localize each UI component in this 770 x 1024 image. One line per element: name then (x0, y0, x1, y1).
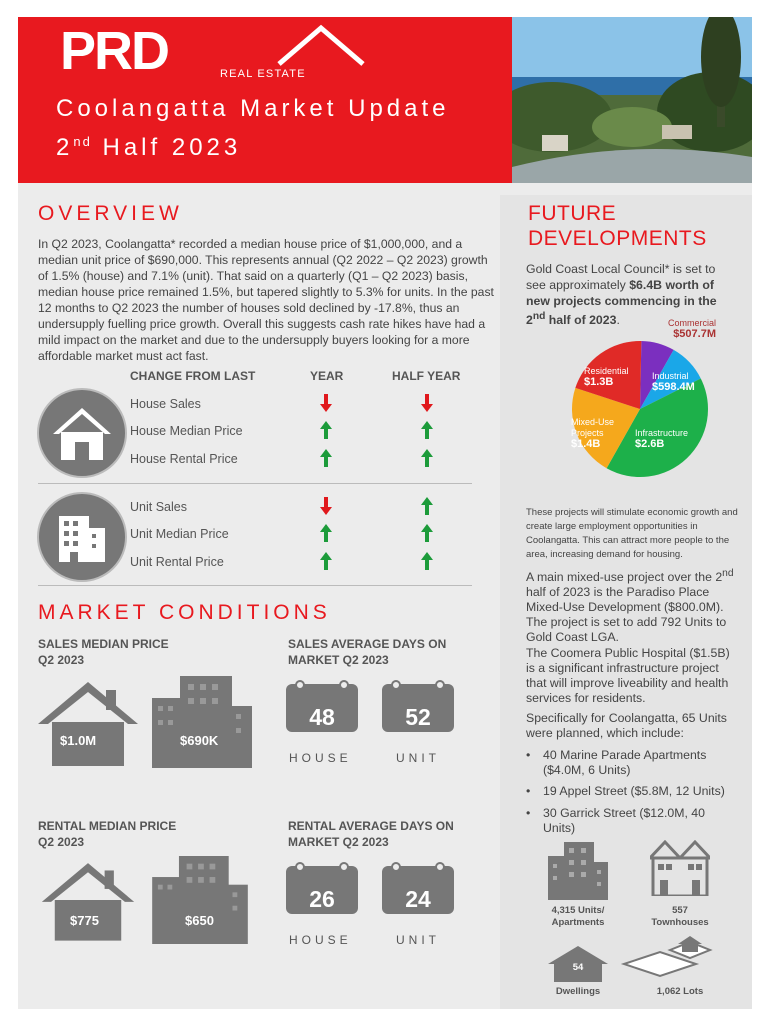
rental-median-heading: RENTAL MEDIAN PRICE Q2 2023 (38, 819, 177, 849)
row-unit-sales: Unit Sales (130, 500, 187, 514)
row-unit-median: Unit Median Price (130, 527, 229, 541)
pie-label-residential: Residential $1.3B (584, 366, 629, 388)
overview-paragraph: In Q2 2023, Coolangatta* recorded a median house price of $1,000,000, and a median unit price of $690,000. This represents annual (Q2 2022 – Q2 2023) growth of 1.5% (house) and 7.1% (unit). That said on a quarterly (Q1 – Q2 2023) basis, median house price remained 1.5%, but tapered slightly to 5.3% for units. In the past 12 months to Q2 2023 the number of houses sold declined by -17.8%, thus an undersupply fuelling price growth. Overall this suggests cash rate hikes have had a mild impact on the market and due to the undersupply buyers looking for a more affordable market must act fast. (38, 237, 494, 363)
house-icon (39, 390, 125, 476)
prd-logo (60, 21, 306, 81)
pie-label-mixed-use: Mixed-Use Projects $1.4B (571, 417, 615, 450)
sales-median-heading: SALES MEDIAN PRICE Q2 2023 (38, 637, 169, 667)
sales-days-house-caption: HOUSE (289, 751, 352, 765)
stat-townhouses: 557 Townhouses (651, 905, 709, 928)
logo-real-estate: REAL ESTATE (220, 68, 306, 80)
arrow-up-icon (421, 497, 433, 515)
house-price-icon (36, 678, 140, 766)
row-house-rental: House Rental Price (130, 452, 238, 466)
lots-icon (620, 934, 720, 980)
rental-median-unit: $650 (185, 913, 214, 928)
rental-days-heading: RENTAL AVERAGE DAYS ON MARKET Q2 2023 (288, 819, 454, 849)
paradiso-paragraph: A main mixed-use project over the 2nd half of 2023 is the Paradiso Place Mixed-Use Development ($800.0M). The project is set to add 792 Units to Gold Coast LGA. (526, 568, 734, 645)
future-intro: Gold Coast Local Council* is set to see approximately $6.4B worth of new projects commencing in the 2nd half of 2023. (526, 262, 717, 328)
stat-dwellings-number: 54 (572, 962, 584, 973)
title-line-1: Coolangatta Market Update (56, 95, 450, 122)
bullet-item: • 19 Appel Street ($5.8M, 12 Units) (526, 784, 725, 798)
arrow-up-icon (320, 524, 332, 542)
overview-heading: OVERVIEW (38, 202, 183, 225)
stat-units: 4,315 Units/ Apartments (551, 905, 605, 928)
future-developments-heading: FUTURE DEVELOPMENTS (528, 202, 707, 250)
coolangatta-paragraph: Specifically for Coolangatta, 65 Units were planned, which include: (526, 711, 727, 740)
arrow-down-icon (320, 394, 332, 412)
col-header-change: CHANGE FROM LAST (130, 369, 256, 383)
apartment-icon (39, 494, 125, 580)
sales-days-unit: 52 (405, 704, 431, 730)
rental-days-house-caption: HOUSE (289, 933, 352, 947)
arrow-up-icon (320, 421, 332, 439)
coastal-photo (512, 17, 752, 183)
arrow-up-icon (320, 449, 332, 467)
house-rent-icon (40, 858, 136, 942)
stat-dwellings-label: Dwellings (555, 986, 601, 997)
apartments-icon (548, 842, 608, 900)
row-unit-rental: Unit Rental Price (130, 555, 224, 569)
pie-label-commercial: Commercial $507.7M (667, 318, 716, 340)
rental-days-house: 26 (309, 886, 335, 912)
title-line-2: 2nd Half 2023 (56, 134, 242, 161)
unit-circle (37, 492, 127, 582)
sales-median-house: $1.0M (60, 733, 97, 748)
sales-days-house: 48 (309, 704, 335, 730)
rental-median-house: $775 (70, 913, 99, 928)
divider (38, 585, 472, 586)
arrow-up-icon (421, 449, 433, 467)
col-header-half-year: HALF YEAR (392, 369, 461, 383)
pie-label-industrial: Industrial $598.4M (652, 371, 695, 393)
sales-median-unit: $690K (180, 733, 219, 748)
page-title (56, 92, 450, 164)
arrow-up-icon (421, 552, 433, 570)
row-house-median: House Median Price (130, 424, 243, 438)
roof-icon (275, 24, 367, 68)
rental-days-unit: 24 (405, 886, 431, 912)
unit-rent-icon (152, 856, 248, 944)
market-conditions-heading: MARKET CONDITIONS (38, 601, 331, 624)
sales-days-heading: SALES AVERAGE DAYS ON MARKET Q2 2023 (288, 637, 447, 667)
hospital-paragraph: The Coomera Public Hospital ($1.5B) is a significant infrastructure project that will improve liveability and health services for residents. (526, 646, 730, 705)
bullet-item: • 40 Marine Parade Apartments ($4.0M, 6 Units) (526, 748, 707, 777)
house-circle (37, 388, 127, 478)
rental-days-unit-caption: UNIT (396, 933, 440, 947)
arrow-up-icon (421, 524, 433, 542)
divider (38, 483, 472, 484)
stat-lots: 1,062 Lots (656, 986, 704, 997)
logo-wordmark: PRD (60, 21, 169, 81)
arrow-down-icon (421, 394, 433, 412)
chart-note: These projects will stimulate economic growth and create large employment opportunities in Coolangatta. This can attract more people to the area, increasing demand for housing. (526, 507, 738, 560)
arrow-down-icon (320, 497, 332, 515)
arrow-up-icon (421, 421, 433, 439)
bullet-item: • 30 Garrick Street ($12.0M, 40 Units) (526, 806, 705, 835)
col-header-year: YEAR (310, 369, 344, 383)
pie-label-infrastructure: Infrastructure $2.6B (635, 428, 689, 450)
arrow-up-icon (320, 552, 332, 570)
townhouses-icon (650, 840, 710, 896)
sales-days-unit-caption: UNIT (396, 751, 440, 765)
future-developments-pie (562, 338, 718, 480)
row-house-sales: House Sales (130, 397, 201, 411)
unit-price-icon (152, 676, 252, 768)
